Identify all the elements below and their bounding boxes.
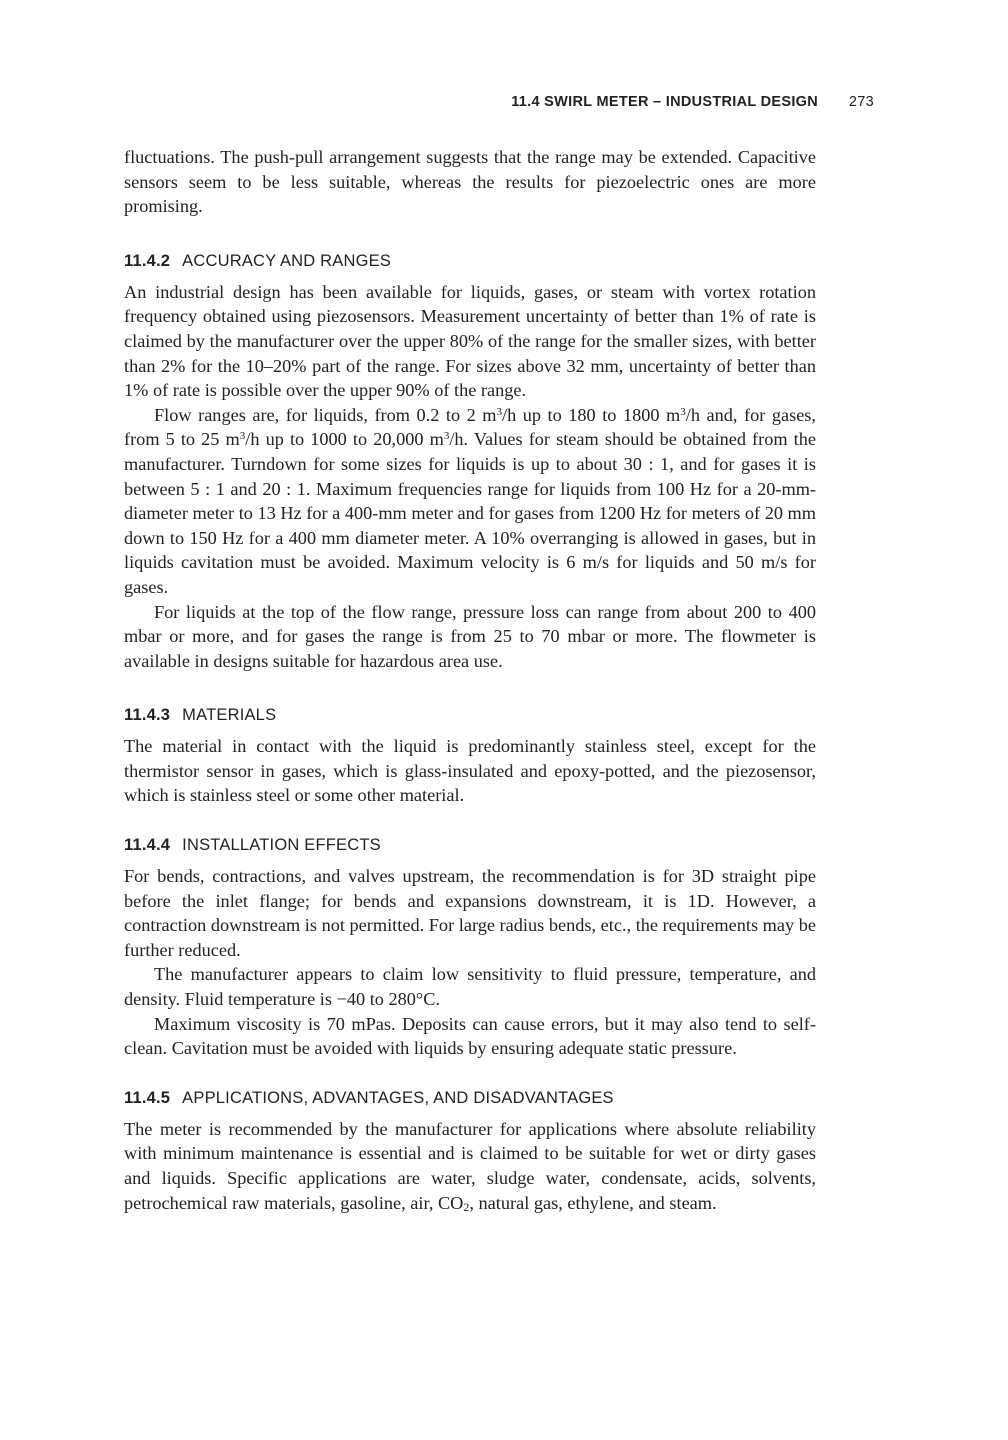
superscript: 3: [239, 430, 246, 443]
accuracy-paragraph-3: For liquids at the top of the flow range, pressure loss can range from about 200 to 400 mbar or more, and for gases the range is from 25 to 70 mbar or more. The flowmeter is available in designs suitable for hazardous area use.: [124, 601, 816, 671]
accuracy-paragraph-1: An industrial design has been available for liquids, gases, or steam with vortex rotation frequency obtained using piezosensors. Measurement uncertainty of better than 1% of rate is claimed by the manufacturer over the upper 80% of the range for the smaller sizes, with better than 2% for the 10–20% part of the range. For sizes above 32 mm, uncertainty of better than 1% of rate is possible over the upper 90% of the range.: [124, 281, 816, 401]
running-head: [124, 92, 874, 116]
materials-paragraph: The material in contact with the liquid is predominantly stainless steel, except for the thermistor sensor in gases, which is glass-insulated and epoxy-potted, and the piezosensor, which is stainless steel or some other material.: [124, 736, 816, 806]
intro-paragraph: fluctuations. The push-pull arrangement suggests that the range may be extended. Capacitive sensors seem to be less suitable, whereas the results for piezoelectric ones are more promising.: [124, 147, 816, 217]
text-run: /h and, for gases, from 5 to 25 m: [124, 404, 816, 450]
section-number: 11.4.2: [124, 251, 171, 270]
superscript: 3: [496, 405, 502, 418]
section-heading-11-4-3: [124, 704, 816, 726]
section-title: ACCURACY AND RANGES: [182, 251, 392, 270]
installation-paragraph-3: Maximum viscosity is 70 mPas. Deposits can cause errors, but it may also tend to self-clean. Cavitation must be avoided with liquids by ensuring adequate static pressure.: [124, 1013, 816, 1059]
section-title: MATERIALS: [182, 706, 277, 725]
installation-paragraph-1: For bends, contractions, and valves upstream, the recommendation is for 3D straight pipe before the inlet flange; for bends and expansions downstream, it is 1D. However, a contraction downstream is not permitted. For large radius bends, etc., the requirements may be further reduced.: [124, 866, 816, 960]
text-run: /h. Values for steam should be obtained from the manufacturer. Turndown for some sizes for liquids is up to about 30 : 1, and for gases it is between 5 : 1 and 20 : 1. Maximum frequencies range for liquids from 100 Hz for a 20-mm-diameter meter to 13 Hz for a 400-mm meter and for gases from 1200 Hz for meters of 20 mm down to 150 Hz for a 400 mm diameter meter. A 10% overranging is allowed in gases, but in liquids cavitation must be avoided. Maximum velocity is 6 m/s for liquids and 50 m/s for gases.: [124, 429, 817, 597]
section-title: INSTALLATION EFFECTS: [182, 836, 381, 855]
section-number: 11.4.5: [124, 1088, 171, 1107]
accuracy-paragraph-2: [124, 403, 816, 600]
subscript: 2: [463, 1199, 470, 1214]
section-title: APPLICATIONS, ADVANTAGES, AND DISADVANTAGES: [182, 1088, 614, 1107]
text-run: Flow ranges are, for liquids, from 0.2 to 2 m: [154, 404, 497, 425]
page-body: [124, 145, 816, 1215]
installation-paragraph-2: The manufacturer appears to claim low sensitivity to fluid pressure, temperature, and density. Fluid temperature is −40 to 280°C.: [124, 964, 816, 1010]
section-number: 11.4.4: [124, 836, 171, 855]
superscript: 3: [680, 405, 686, 418]
section-heading-11-4-2: [124, 250, 816, 272]
section-heading-11-4-5: [124, 1087, 816, 1109]
superscript: 3: [443, 430, 450, 443]
section-heading-11-4-4: [124, 834, 816, 856]
text-run: /h up to 180 to 1800 m: [502, 404, 681, 425]
running-title: 11.4 SWIRL METER – INDUSTRIAL DESIGN: [511, 94, 818, 110]
page-number: 273: [848, 94, 874, 110]
applications-paragraph: [124, 1117, 816, 1215]
text-run: /h up to 1000 to 20,000 m: [245, 429, 444, 450]
text-run: The meter is recommended by the manufacturer for applications where absolute reliability with minimum maintenance is essential and is claimed to be suitable for wet or dirty gases and liquids. Specific applications are water, sludge water, condensate, acids, solvents, petrochemical raw materials, gasoline, air, CO: [124, 1118, 816, 1213]
section-number: 11.4.3: [124, 706, 171, 725]
text-run: , natural gas, ethylene, and steam.: [469, 1192, 717, 1213]
